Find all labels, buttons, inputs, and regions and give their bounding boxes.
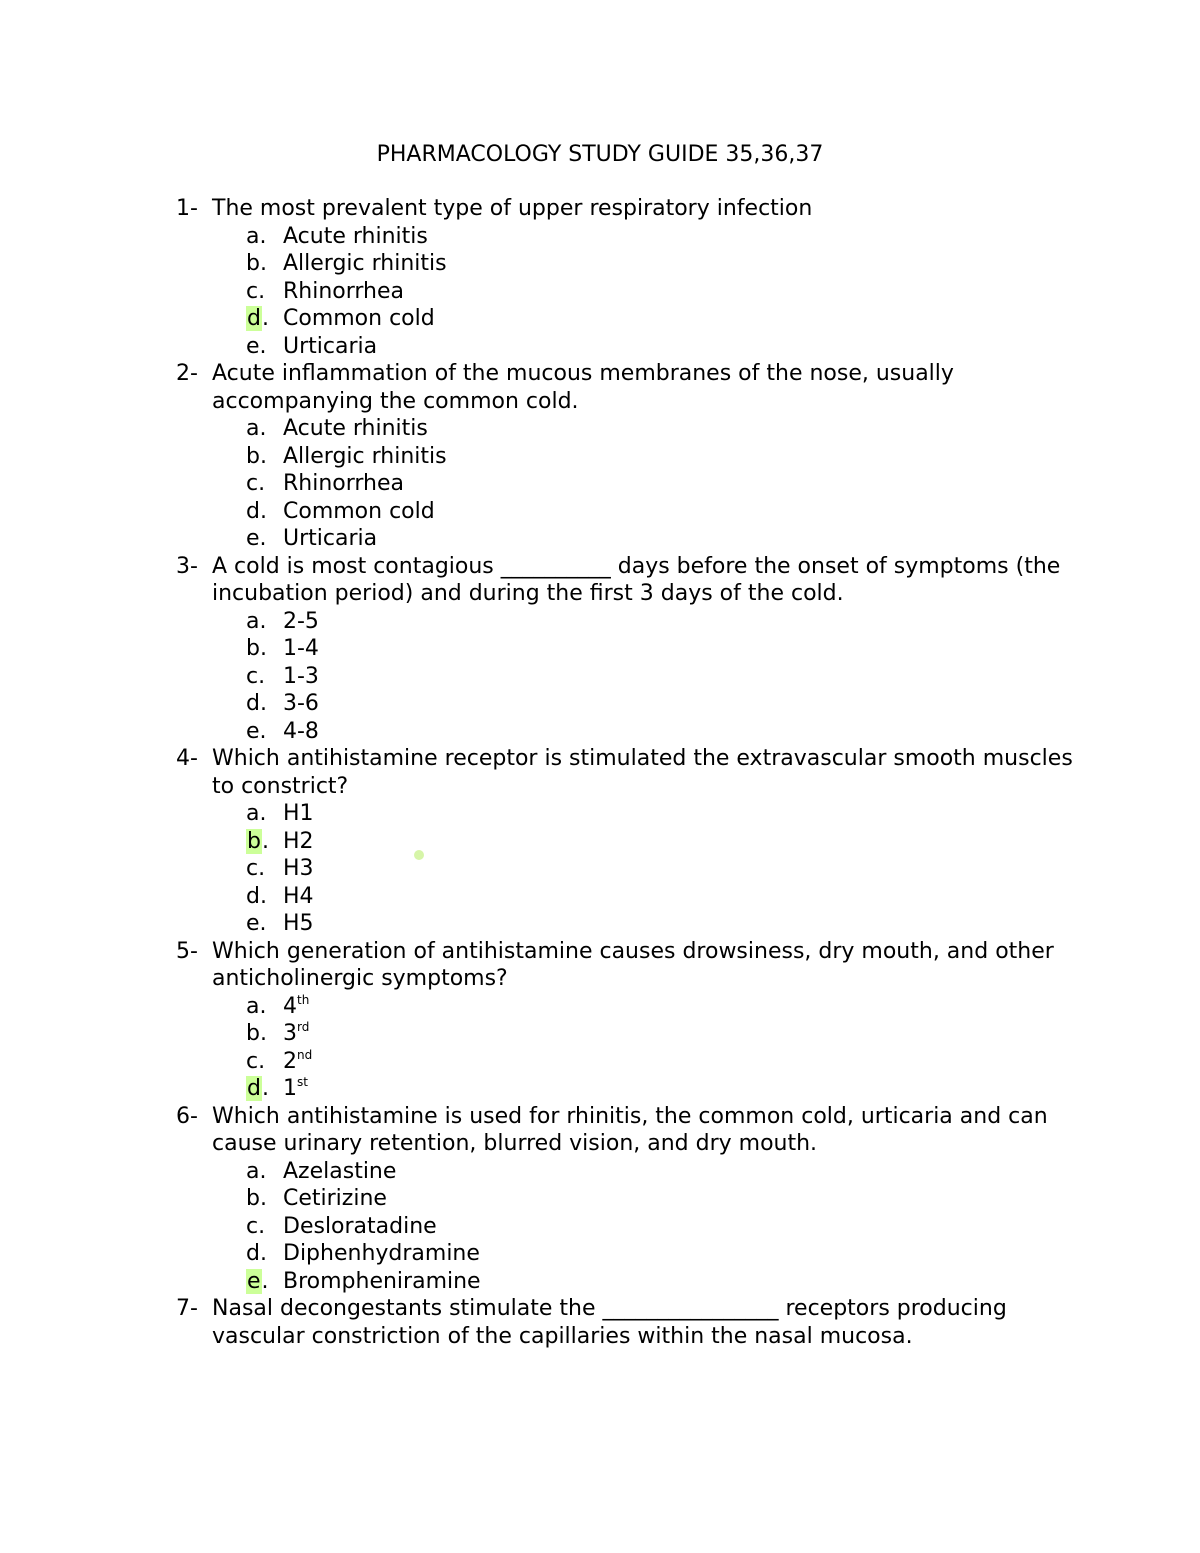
- question-number: 5-: [176, 938, 198, 964]
- option-item: [176, 855, 1076, 883]
- option-text: Urticaria: [283, 526, 378, 551]
- question-list: [176, 195, 1076, 1350]
- option-text: 2: [283, 1048, 297, 1074]
- option-text: Rhinorrhea: [283, 471, 405, 496]
- option-text: Rhinorrhea: [283, 278, 405, 304]
- question-text: A cold is most contagious __________ days before the onset of symptoms (the incubation period) and during the first 3 days of the cold.: [212, 553, 1061, 606]
- option-text: 4-8: [283, 718, 319, 744]
- option-letter: e.: [246, 718, 267, 744]
- question-number: 4-: [176, 746, 198, 771]
- option-item: [176, 1020, 1076, 1048]
- option-text: 3: [283, 1021, 297, 1046]
- question-text: Which antihistamine is used for rhinitis, the common cold, urticaria and can cause urinary retention, blurred vision, and dry mouth.: [212, 1103, 1048, 1156]
- answer-highlight: d: [247, 1076, 261, 1101]
- option-item: [176, 333, 1076, 361]
- option-text: Urticaria: [283, 333, 378, 359]
- question-7: [176, 1295, 1076, 1350]
- option-letter: d.: [247, 1076, 269, 1101]
- option-item-highlighted: [176, 828, 1076, 856]
- option-letter: b.: [246, 1021, 267, 1046]
- option-letter: d.: [246, 691, 267, 716]
- question-1: [176, 195, 1076, 223]
- page-title: PHARMACOLOGY STUDY GUIDE 35,36,37: [376, 142, 824, 167]
- option-text: Diphenhydramine: [283, 1241, 480, 1266]
- option-letter: b.: [246, 443, 267, 469]
- option-letter: c.: [246, 278, 266, 304]
- option-letter: a.: [246, 416, 267, 441]
- option-item: [176, 1213, 1076, 1241]
- option-letter: b.: [246, 636, 267, 661]
- question-text: The most prevalent type of upper respiratory infection: [212, 196, 813, 221]
- option-text: Cetirizine: [283, 1186, 387, 1211]
- option-letter: b.: [247, 828, 269, 854]
- option-item: [176, 250, 1076, 278]
- option-text: Desloratadine: [283, 1213, 437, 1239]
- answer-highlight: b: [247, 828, 261, 854]
- option-text: Azelastine: [283, 1158, 397, 1184]
- question-2: [176, 360, 1076, 415]
- question-5: [176, 938, 1076, 993]
- option-item: [176, 1158, 1076, 1186]
- option-letter: b.: [246, 1186, 267, 1211]
- option-item: [176, 608, 1076, 636]
- option-text: Common cold: [283, 306, 435, 331]
- option-item: [176, 635, 1076, 663]
- option-text: 1-4: [283, 636, 319, 661]
- option-text: H5: [283, 911, 314, 936]
- option-item: [176, 223, 1076, 251]
- option-item: [176, 718, 1076, 746]
- question-number: 7-: [176, 1296, 198, 1321]
- option-item-highlighted: [176, 305, 1076, 333]
- question-number: 1-: [176, 196, 198, 221]
- question-3: [176, 553, 1076, 608]
- option-item-highlighted: [176, 1268, 1076, 1296]
- option-item: [176, 690, 1076, 718]
- option-letter: e.: [246, 526, 267, 551]
- option-letter: c.: [246, 471, 266, 496]
- option-text: 1: [283, 1076, 297, 1101]
- option-item: [176, 910, 1076, 938]
- option-letter: c.: [246, 663, 266, 689]
- option-text: 4: [283, 993, 297, 1019]
- question-number: 2-: [176, 361, 198, 386]
- option-item: [176, 663, 1076, 691]
- option-item: [176, 278, 1076, 306]
- option-letter: a.: [246, 801, 267, 826]
- option-text: Allergic rhinitis: [283, 443, 447, 469]
- option-letter: d.: [246, 498, 267, 524]
- answer-highlight: d: [247, 306, 261, 331]
- option-item: [176, 1240, 1076, 1268]
- option-item: [176, 443, 1076, 471]
- option-letter: a.: [246, 993, 267, 1019]
- option-item: [176, 883, 1076, 911]
- option-item: [176, 800, 1076, 828]
- option-letter: c.: [246, 856, 266, 881]
- option-item: [176, 993, 1076, 1021]
- option-letter: b.: [246, 251, 267, 276]
- question-text: Acute inflammation of the mucous membranes of the nose, usually accompanying the common cold.: [212, 361, 954, 414]
- option-letter: d.: [246, 1241, 267, 1266]
- option-text: H1: [283, 801, 314, 826]
- answer-highlight: e: [247, 1268, 261, 1294]
- option-item: [176, 525, 1076, 553]
- option-text: 2-5: [283, 608, 319, 634]
- option-letter: c.: [246, 1213, 266, 1239]
- question-number: 3-: [176, 553, 198, 579]
- option-item: [176, 498, 1076, 526]
- option-text: Common cold: [283, 498, 435, 524]
- question-text: Which generation of antihistamine causes drowsiness, dry mouth, and other anticholinergic symptoms?: [212, 938, 1054, 991]
- option-text: Acute rhinitis: [283, 223, 428, 249]
- option-letter: d.: [246, 883, 267, 909]
- option-text: 1-3: [283, 663, 319, 689]
- question-4: [176, 745, 1076, 800]
- option-item-highlighted: [176, 1075, 1076, 1103]
- ordinal-suffix: th: [297, 992, 310, 1007]
- option-text: H4: [283, 883, 314, 909]
- option-text: Brompheniramine: [283, 1268, 481, 1294]
- option-letter: d.: [247, 306, 269, 331]
- option-item: [176, 1048, 1076, 1076]
- highlight-dot-mark: [414, 850, 424, 860]
- option-text: 3-6: [283, 691, 319, 716]
- option-letter: c.: [246, 1048, 266, 1074]
- option-letter: a.: [246, 1158, 267, 1184]
- ordinal-suffix: nd: [297, 1047, 313, 1062]
- option-letter: a.: [246, 608, 267, 634]
- option-letter: a.: [246, 223, 267, 249]
- option-letter: e.: [246, 333, 267, 359]
- option-letter: e.: [247, 1268, 269, 1294]
- option-text: Allergic rhinitis: [283, 251, 447, 276]
- question-text: Which antihistamine receptor is stimulated the extravascular smooth muscles to constrict?: [212, 746, 1073, 799]
- option-item: [176, 415, 1076, 443]
- ordinal-suffix: rd: [297, 1020, 310, 1034]
- option-text: Acute rhinitis: [283, 416, 428, 441]
- option-item: [176, 1185, 1076, 1213]
- question-number: 6-: [176, 1103, 198, 1129]
- question-text: Nasal decongestants stimulate the ________________ receptors producing vascular constriction of the capillaries within the nasal mucosa.: [212, 1296, 1007, 1349]
- option-text: H3: [283, 856, 314, 881]
- option-text: H2: [283, 828, 314, 854]
- option-item: [176, 470, 1076, 498]
- question-6: [176, 1103, 1076, 1158]
- ordinal-suffix: st: [297, 1075, 308, 1089]
- option-letter: e.: [246, 911, 267, 936]
